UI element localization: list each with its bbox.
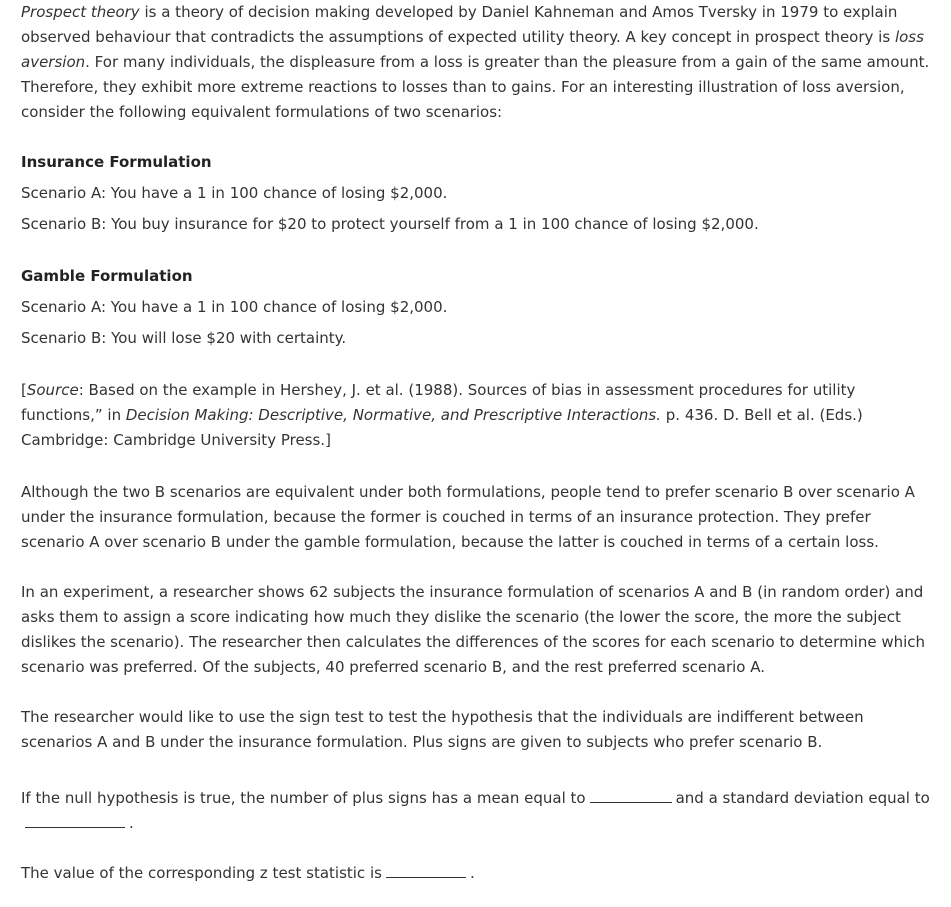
question-z-statistic: The value of the corresponding z test statistic is . [21, 861, 936, 886]
insurance-scenario-a: Scenario A: You have a 1 in 100 chance of losing $2,000. [21, 184, 448, 202]
mean-answer-blank[interactable] [590, 786, 672, 803]
equivalence-paragraph: Although the two B scenarios are equivalent under both formulations, people tend to prefer scenario B over scenario A under the insurance formulation, because the former is couched in terms of an insurance protection. They prefer scenario A over scenario B under the gamble formulation, because the latter is couched in terms of a certain loss. [21, 483, 915, 551]
experiment-paragraph: In an experiment, a researcher shows 62 subjects the insurance formulation of scenarios A and B (in random order) and asks them to assign a score indicating how much they dislike the scenario (the lower the score, the more the subject dislikes the scenario). The researcher then calculates the differences of the scores for each scenario to determine which scenario was preferred. Of the subjects, 40 preferred scenario B, and the rest preferred scenario A. [21, 583, 926, 676]
gamble-scenario-b: Scenario B: You will lose $20 with certainty. [21, 329, 347, 347]
question-mean-sd: If the null hypothesis is true, the number of plus signs has a mean equal to and a standard deviation equal to. [21, 786, 936, 836]
source-citation: [Source: Based on the example in Hershey, J. et al. (1988). Sources of bias in assessment procedures for utility functions,” in Decision Making: Descriptive, Normative, and Prescriptive Interactions. p. 436. D. Bell et al. (Eds.) Cambridge: Cambridge University Press.] [21, 381, 863, 449]
insurance-scenario-b: Scenario B: You buy insurance for $20 to protect yourself from a 1 in 100 chance of losing $2,000. [21, 215, 759, 233]
loss-aversion-term: loss aversion [21, 28, 924, 71]
insurance-heading: Insurance Formulation [21, 153, 212, 171]
gamble-heading: Gamble Formulation [21, 267, 193, 285]
sign-test-paragraph: The researcher would like to use the sign test to test the hypothesis that the individuals are indifferent between scenarios A and B under the insurance formulation. Plus signs are given to subjects who prefer scenario B. [21, 708, 864, 751]
z-answer-blank[interactable] [386, 861, 466, 878]
intro-paragraph: Prospect theory is a theory of decision making developed by Daniel Kahneman and Amos Tversky in 1979 to explain observed behaviour that contradicts the assumptions of expected utility theory. A key concept in prospect theory is loss aversion. For many individuals, the displeasure from a loss is greater than the pleasure from a gain of the same amount. Therefore, they exhibit more extreme reactions to losses than to gains. For an interesting illustration of loss aversion, consider the following equivalent formulations of two scenarios: [21, 3, 930, 121]
book-title: Decision Making: Descriptive, Normative, and Prescriptive Interactions. [125, 406, 661, 424]
prospect-theory-term: Prospect theory [21, 3, 140, 21]
sd-answer-blank[interactable] [25, 811, 125, 828]
gamble-scenario-a: Scenario A: You have a 1 in 100 chance of losing $2,000. [21, 298, 448, 316]
